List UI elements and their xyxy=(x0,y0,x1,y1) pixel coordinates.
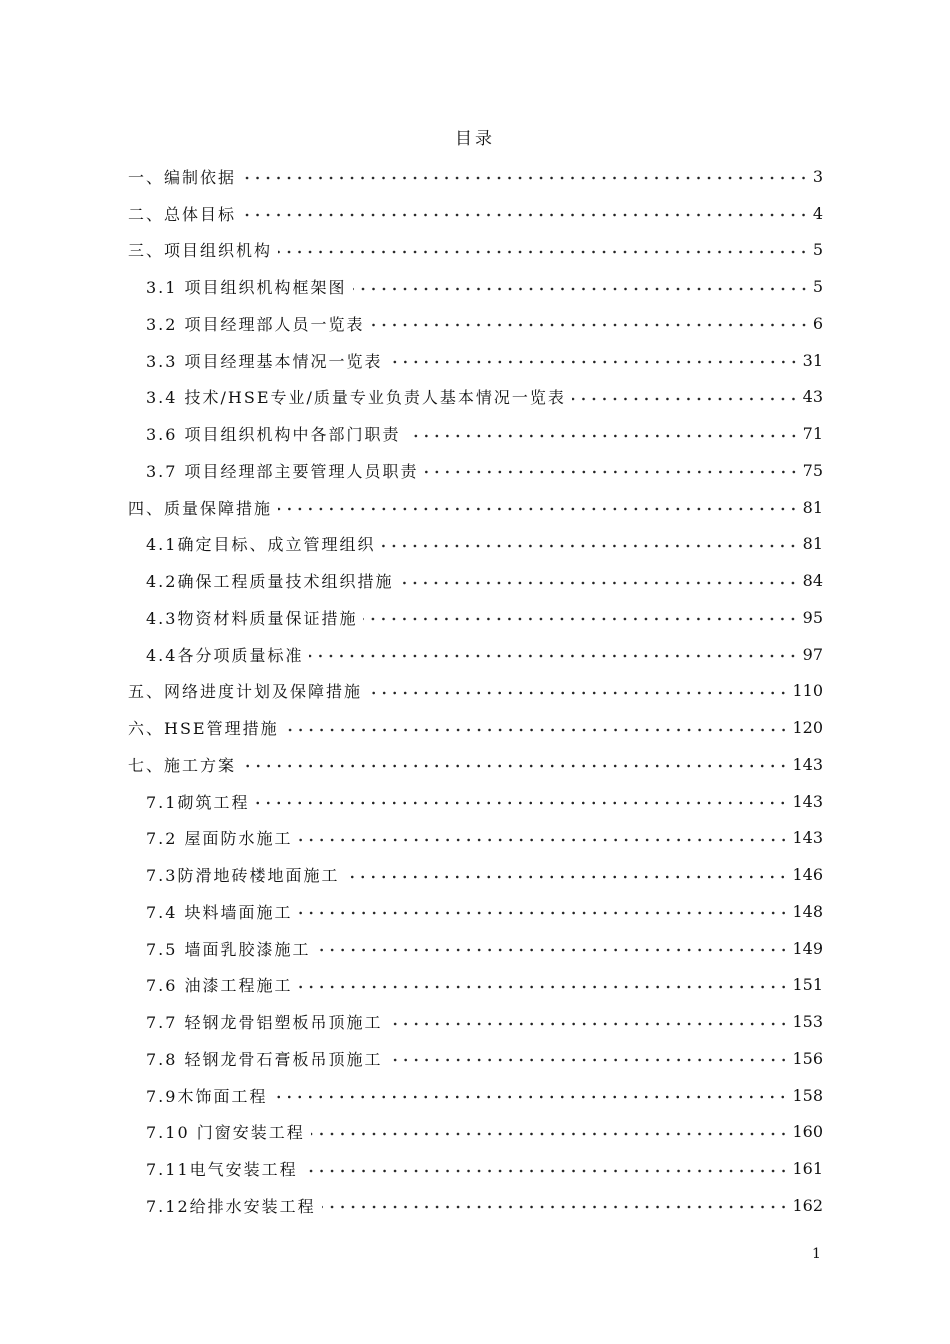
toc-entry-page: 4 xyxy=(812,203,823,223)
toc-entry-page: 3 xyxy=(812,166,823,186)
toc-entry-page: 148 xyxy=(792,901,823,921)
toc-entry-page: 156 xyxy=(792,1048,823,1068)
toc-entry[interactable] xyxy=(0,1187,950,1224)
toc-entry-label: 3.1 项目组织机构框架图 xyxy=(146,278,347,298)
toc-dot-leader xyxy=(363,610,798,628)
toc-entry-page: 149 xyxy=(792,938,823,958)
toc-dot-leader xyxy=(299,831,789,849)
toc-entry-label: 一、编制依据 xyxy=(128,167,237,187)
toc-dot-leader xyxy=(273,1088,788,1106)
toc-list xyxy=(0,158,950,1224)
toc-dot-leader xyxy=(371,316,809,334)
toc-entry-page: 71 xyxy=(802,424,823,444)
toc-entry-label: 7.8 轻钢龙骨石膏板吊顶施工 xyxy=(146,1049,383,1069)
toc-entry-label: 7.11电气安装工程 xyxy=(146,1160,298,1180)
toc-entry-label: 六、HSE管理措施 xyxy=(128,719,279,739)
toc-entry[interactable] xyxy=(0,158,950,195)
toc-entry-label: 二、总体目标 xyxy=(128,204,237,224)
toc-dot-leader xyxy=(278,500,799,518)
toc-dot-leader xyxy=(242,169,809,187)
toc-dot-leader xyxy=(311,1125,789,1143)
toc-entry-label: 七、施工方案 xyxy=(128,755,237,775)
toc-entry-page: 153 xyxy=(792,1012,823,1032)
toc-entry[interactable] xyxy=(0,967,950,1004)
toc-entry-label: 7.12给排水安装工程 xyxy=(146,1196,316,1216)
toc-entry[interactable] xyxy=(0,1003,950,1040)
toc-entry-page: 110 xyxy=(792,681,823,701)
toc-dot-leader xyxy=(368,684,788,702)
toc-entry-page: 146 xyxy=(792,865,823,885)
toc-entry-label: 7.1砌筑工程 xyxy=(146,792,250,812)
toc-dot-leader xyxy=(389,1051,789,1069)
toc-dot-leader xyxy=(299,978,789,996)
toc-entry[interactable] xyxy=(0,342,950,379)
toc-entry-label: 4.4各分项质量标准 xyxy=(146,645,304,665)
toc-entry-page: 160 xyxy=(792,1122,823,1142)
toc-entry-page: 161 xyxy=(792,1159,823,1179)
toc-dot-leader xyxy=(399,574,798,592)
toc-entry[interactable] xyxy=(0,893,950,930)
toc-entry-label: 7.4 块料墙面施工 xyxy=(146,902,293,922)
toc-entry-label: 3.4 技术/HSE专业/质量专业负责人基本情况一览表 xyxy=(146,388,566,408)
toc-entry[interactable] xyxy=(0,820,950,857)
toc-entry[interactable] xyxy=(0,232,950,269)
toc-entry-page: 143 xyxy=(792,791,823,811)
toc-dot-leader xyxy=(572,390,799,408)
toc-entry[interactable] xyxy=(0,562,950,599)
toc-entry-label: 3.2 项目经理部人员一览表 xyxy=(146,314,365,334)
toc-entry-label: 五、网络进度计划及保障措施 xyxy=(128,682,363,702)
toc-entry-page: 43 xyxy=(802,387,823,407)
toc-dot-leader xyxy=(299,904,789,922)
toc-dot-leader xyxy=(278,243,809,261)
toc-dot-leader xyxy=(381,537,798,555)
toc-entry[interactable] xyxy=(0,709,950,746)
toc-entry[interactable] xyxy=(0,930,950,967)
toc-entry-label: 3.3 项目经理基本情况一览表 xyxy=(146,351,383,371)
toc-entry-page: 143 xyxy=(792,828,823,848)
toc-dot-leader xyxy=(407,427,799,445)
toc-entry[interactable] xyxy=(0,268,950,305)
toc-dot-leader xyxy=(389,353,799,371)
toc-entry[interactable] xyxy=(0,746,950,783)
toc-entry-page: 158 xyxy=(792,1085,823,1105)
toc-dot-leader xyxy=(322,1198,789,1216)
toc-dot-leader xyxy=(317,941,789,959)
toc-entry[interactable] xyxy=(0,1077,950,1114)
toc-dot-leader xyxy=(255,794,788,812)
toc-dot-leader xyxy=(285,721,789,739)
toc-entry[interactable] xyxy=(0,1040,950,1077)
toc-entry-page: 6 xyxy=(812,313,823,333)
toc-entry-label: 7.6 油漆工程施工 xyxy=(146,976,293,996)
toc-entry[interactable] xyxy=(0,489,950,526)
toc-entry-label: 7.2 屋面防水施工 xyxy=(146,829,293,849)
toc-dot-leader xyxy=(304,1162,789,1180)
toc-entry-page: 120 xyxy=(792,718,823,738)
toc-entry-label: 7.7 轻钢龙骨铝塑板吊顶施工 xyxy=(146,1013,383,1033)
toc-entry-label: 7.9木饰面工程 xyxy=(146,1086,268,1106)
toc-entry-label: 四、质量保障措施 xyxy=(128,498,273,518)
toc-entry[interactable] xyxy=(0,415,950,452)
toc-entry-page: 5 xyxy=(812,277,823,297)
toc-entry-label: 7.10 门窗安装工程 xyxy=(146,1123,305,1143)
toc-title: 目录 xyxy=(455,129,495,149)
toc-entry-page: 151 xyxy=(792,975,823,995)
toc-entry-page: 84 xyxy=(802,571,823,591)
toc-entry-label: 7.5 墙面乳胶漆施工 xyxy=(146,939,311,959)
toc-entry[interactable] xyxy=(0,452,950,489)
toc-entry-page: 75 xyxy=(802,460,823,480)
toc-entry-page: 95 xyxy=(802,607,823,627)
toc-entry-page: 31 xyxy=(802,350,823,370)
toc-entry-page: 81 xyxy=(802,534,823,554)
toc-entry-label: 3.6 项目组织机构中各部门职责 xyxy=(146,425,401,445)
toc-entry-label: 4.3物资材料质量保证措施 xyxy=(146,608,358,628)
toc-dot-leader xyxy=(425,463,799,481)
toc-entry-page: 81 xyxy=(802,497,823,517)
toc-dot-leader xyxy=(242,206,809,224)
toc-entry[interactable] xyxy=(0,526,950,563)
toc-entry[interactable] xyxy=(0,783,950,820)
toc-dot-leader xyxy=(242,757,788,775)
toc-dot-leader xyxy=(345,868,788,886)
toc-entry-page: 162 xyxy=(792,1195,823,1215)
toc-entry[interactable] xyxy=(0,673,950,710)
toc-entry-label: 三、项目组织机构 xyxy=(128,241,273,261)
toc-entry-label: 3.7 项目经理部主要管理人员职责 xyxy=(146,461,419,481)
toc-entry[interactable] xyxy=(0,379,950,416)
toc-entry-label: 4.1确定目标、成立管理组织 xyxy=(146,535,376,555)
toc-entry[interactable] xyxy=(0,1114,950,1151)
toc-entry-page: 97 xyxy=(802,644,823,664)
toc-entry[interactable] xyxy=(0,856,950,893)
toc-entry[interactable] xyxy=(0,599,950,636)
toc-entry-label: 4.2确保工程质量技术组织措施 xyxy=(146,572,394,592)
page-number: 1 xyxy=(812,1246,821,1262)
toc-entry[interactable] xyxy=(0,636,950,673)
toc-entry[interactable] xyxy=(0,305,950,342)
toc-entry[interactable] xyxy=(0,1150,950,1187)
toc-entry-page: 5 xyxy=(812,240,823,260)
toc-entry-page: 143 xyxy=(792,754,823,774)
toc-dot-leader xyxy=(309,647,798,665)
toc-entry-label: 7.3防滑地砖楼地面施工 xyxy=(146,866,340,886)
toc-dot-leader xyxy=(353,280,809,298)
toc-dot-leader xyxy=(389,1015,789,1033)
toc-entry[interactable] xyxy=(0,195,950,232)
